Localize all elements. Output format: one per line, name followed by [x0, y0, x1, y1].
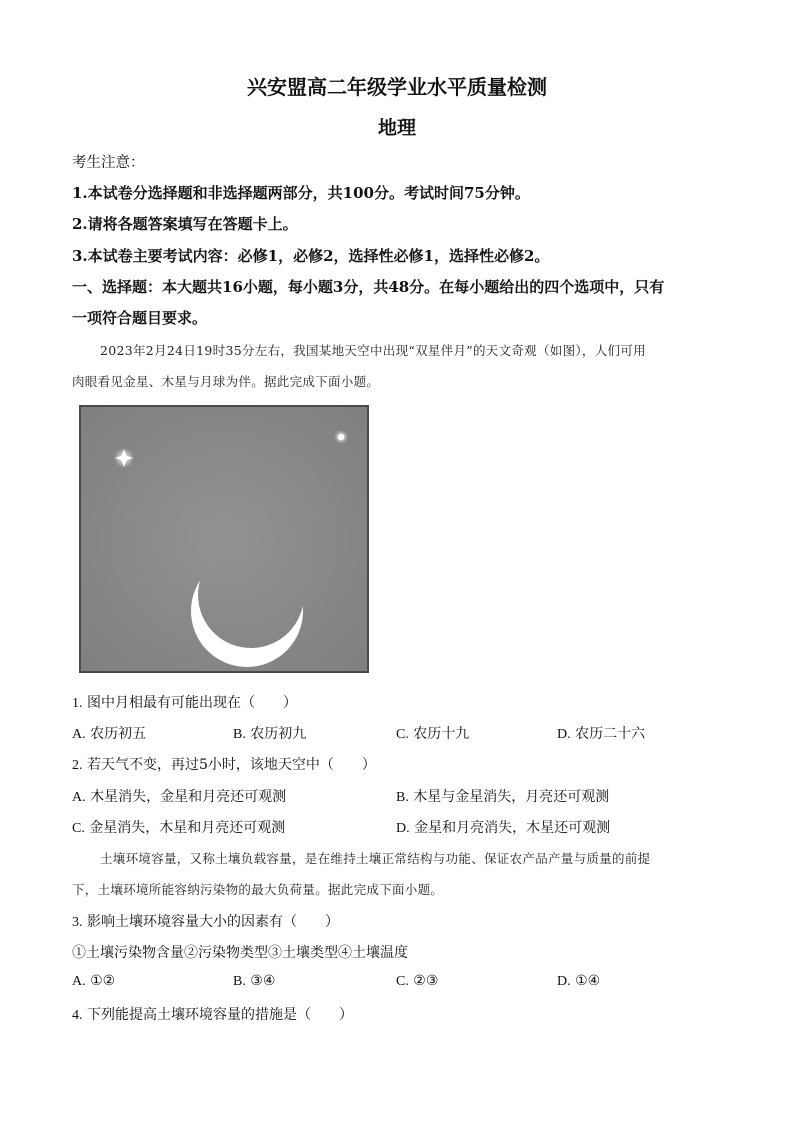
- notice-item-2: 2.请将各题答案填写在答题卡上。: [72, 215, 298, 233]
- passage-2-line-1: 土壤环境容量，又称土壤负载容量，是在维持土壤正常结构与功能、保证农产品产量与质量的前提: [100, 851, 651, 866]
- question-2-number: 2.: [72, 758, 83, 773]
- notice-heading: 考生注意：: [72, 155, 145, 171]
- question-1-option-b: B. 农历初九: [233, 726, 307, 742]
- question-2-option-a: A. 木星消失，金星和月亮还可观测: [72, 789, 287, 805]
- question-3-stem: 影响土壤环境容量大小的因素有（ ）: [86, 914, 339, 930]
- question-3-option-d: D. ①④: [557, 973, 601, 989]
- passage-1-line-1: 2023年2月24日19时35分左右，我国某地天空中出现“双星伴月”的天文奇观（如图），人们可用: [100, 343, 646, 358]
- question-1: [72, 692, 297, 712]
- question-3-option-b: B. ③④: [233, 973, 276, 989]
- question-1-option-c: C. 农历十九: [396, 726, 470, 742]
- question-3-factors: ①土壤污染物含量②污染物类型③土壤类型④土壤温度: [72, 945, 408, 961]
- question-1-stem: 图中月相最有可能出现在（ ）: [86, 695, 297, 711]
- question-1-option-d: D. 农历二十六: [557, 726, 646, 742]
- question-3-number: 3.: [72, 915, 83, 930]
- question-4-stem: 下列能提高土壤环境容量的措施是（ ）: [86, 1007, 353, 1023]
- document-title: 兴安盟高二年级学业水平质量检测: [247, 75, 547, 99]
- document-subject: 地理: [377, 117, 416, 139]
- question-3-option-a: A. ①②: [72, 973, 116, 989]
- passage-1-line-2: 肉眼看见金星、木星与月球为伴。据此完成下面小题。: [72, 374, 380, 389]
- question-4-number: 4.: [72, 1008, 83, 1023]
- passage-2-line-2: 下，土壤环境所能容纳污染物的最大负荷量。据此完成下面小题。: [72, 882, 444, 897]
- question-3-option-c: C. ②③: [396, 973, 439, 989]
- question-3: [72, 911, 339, 931]
- question-2: [72, 754, 376, 774]
- notice-item-3: 3.本试卷主要考试内容：必修1，必修2，选择性必修1，选择性必修2。: [72, 247, 550, 265]
- double-stars-moon-photo: [79, 405, 369, 673]
- section-instruction-line-2: 一项符合题目要求。: [72, 309, 208, 327]
- question-2-stem: 若天气不变，再过5小时，该地天空中（ ）: [86, 757, 376, 773]
- question-1-number: 1.: [72, 696, 83, 711]
- notice-item-1: 1.本试卷分选择题和非选择题两部分，共100分。考试时间75分钟。: [72, 184, 530, 202]
- section-instruction-line-1: 一、选择题：本大题共16小题，每小题3分，共48分。在每小题给出的四个选项中，只有: [72, 278, 665, 296]
- question-2-option-d: D. 金星和月亮消失，木星还可观测: [396, 820, 611, 836]
- question-2-option-c: C. 金星消失，木星和月亮还可观测: [72, 820, 286, 836]
- question-4: [72, 1004, 353, 1024]
- question-2-option-b: B. 木星与金星消失，月亮还可观测: [396, 789, 610, 805]
- question-1-option-a: A. 农历初五: [72, 726, 147, 742]
- crescent-moon-icon: [79, 405, 369, 673]
